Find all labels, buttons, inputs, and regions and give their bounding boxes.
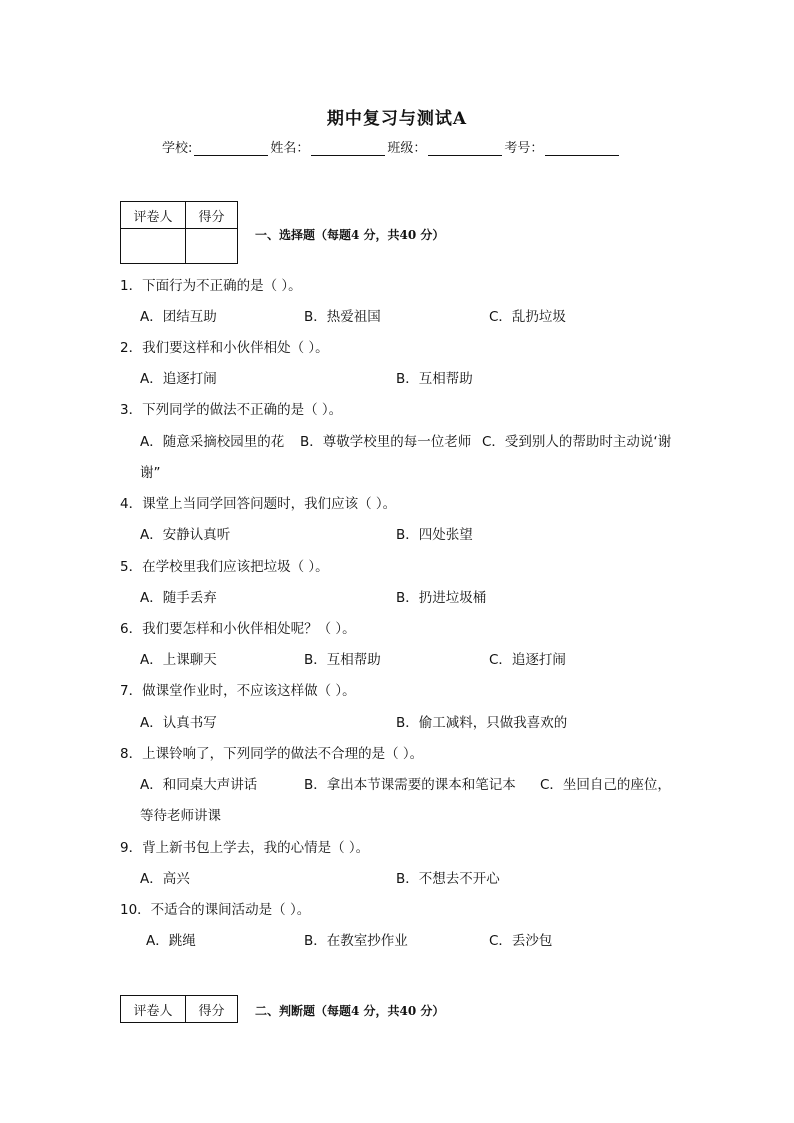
q10-option-b: B．在教室抄作业 [304, 933, 408, 949]
q9-option-b: B．不想去不开心 [396, 871, 500, 887]
number-label: 考号： [504, 141, 544, 156]
score-header: 得分 [186, 202, 238, 229]
question-7: 7．做课堂作业时，不应该这样做（ ）。 [120, 683, 356, 699]
score-box-1 [120, 201, 238, 264]
grader-header-2: 评卷人 [121, 996, 186, 1023]
page-title: 期中复习与测试A [326, 109, 468, 129]
question-3: 3．下列同学的做法不正确的是（ ）。 [120, 402, 343, 418]
q8-option-c-cont: 等待老师讲课 [140, 808, 221, 824]
question-2: 2．我们要这样和小伙伴相处（ ）。 [120, 340, 329, 356]
q8-option-a: A．和同桌大声讲话 [140, 777, 258, 793]
q5-option-b: B．扔进垃圾桶 [396, 590, 487, 606]
section-heading-1: 一、选择题（每题4 分，共40 分） [255, 228, 445, 242]
q3-option-b: B．尊敬学校里的每一位老师 [300, 434, 472, 450]
question-8: 8．上课铃响了，下列同学的做法不合理的是（ ）。 [120, 746, 424, 762]
class-blank[interactable] [428, 141, 502, 156]
name-blank[interactable] [311, 141, 385, 156]
score-header-2: 得分 [186, 996, 238, 1023]
q2-option-a: A．追逐打闹 [140, 371, 217, 387]
q7-option-a: A．认真书写 [140, 715, 217, 731]
question-9: 9．背上新书包上学去，我的心情是（ ）。 [120, 840, 370, 856]
grader-cell[interactable] [121, 229, 186, 264]
q4-option-a: A．安静认真听 [140, 527, 231, 543]
q5-option-a: A．随手丢弃 [140, 590, 217, 606]
question-5: 5．在学校里我们应该把垃圾（ ）。 [120, 559, 329, 575]
q1-option-b: B．热爱祖国 [304, 309, 381, 325]
school-blank[interactable] [194, 141, 268, 156]
q3-option-c-cont: 谢” [140, 465, 161, 481]
q4-option-b: B．四处张望 [396, 527, 473, 543]
student-info-line [162, 137, 621, 156]
name-label: 姓名： [270, 141, 310, 156]
question-10: 10．不适合的课间活动是（ ）。 [120, 902, 311, 918]
number-blank[interactable] [545, 141, 619, 156]
question-4: 4．课堂上当同学回答问题时，我们应该（ ）。 [120, 496, 397, 512]
question-1: 1．下面行为不正确的是（ ）。 [120, 278, 302, 294]
q8-option-c: C．坐回自己的座位， [540, 777, 671, 793]
section-heading-2: 二、判断题（每题4 分，共40 分） [255, 1004, 445, 1018]
q2-option-b: B．互相帮助 [396, 371, 473, 387]
q6-option-c: C．追逐打闹 [489, 652, 566, 668]
class-label: 班级： [387, 141, 427, 156]
score-cell[interactable] [186, 229, 238, 264]
q6-option-a: A．上课聊天 [140, 652, 217, 668]
score-box-2 [120, 995, 238, 1023]
q3-option-a: A．随意采摘校园里的花 [140, 434, 285, 450]
school-label: 学校: [162, 141, 193, 156]
q7-option-b: B．偷工减料，只做我喜欢的 [396, 715, 568, 731]
q3-option-c: C．受到别人的帮助时主动说‘谢 [482, 434, 672, 450]
q9-option-a: A．高兴 [140, 871, 190, 887]
q6-option-b: B．互相帮助 [304, 652, 381, 668]
q10-option-c: C．丢沙包 [489, 933, 553, 949]
q1-option-c: C．乱扔垃圾 [489, 309, 566, 325]
q1-option-a: A．团结互助 [140, 309, 217, 325]
question-6: 6．我们要怎样和小伙伴相处呢？（ ）。 [120, 621, 356, 637]
grader-header: 评卷人 [121, 202, 186, 229]
q8-option-b: B．拿出本节课需要的课本和笔记本 [304, 777, 516, 793]
q10-option-a: A．跳绳 [146, 933, 196, 949]
